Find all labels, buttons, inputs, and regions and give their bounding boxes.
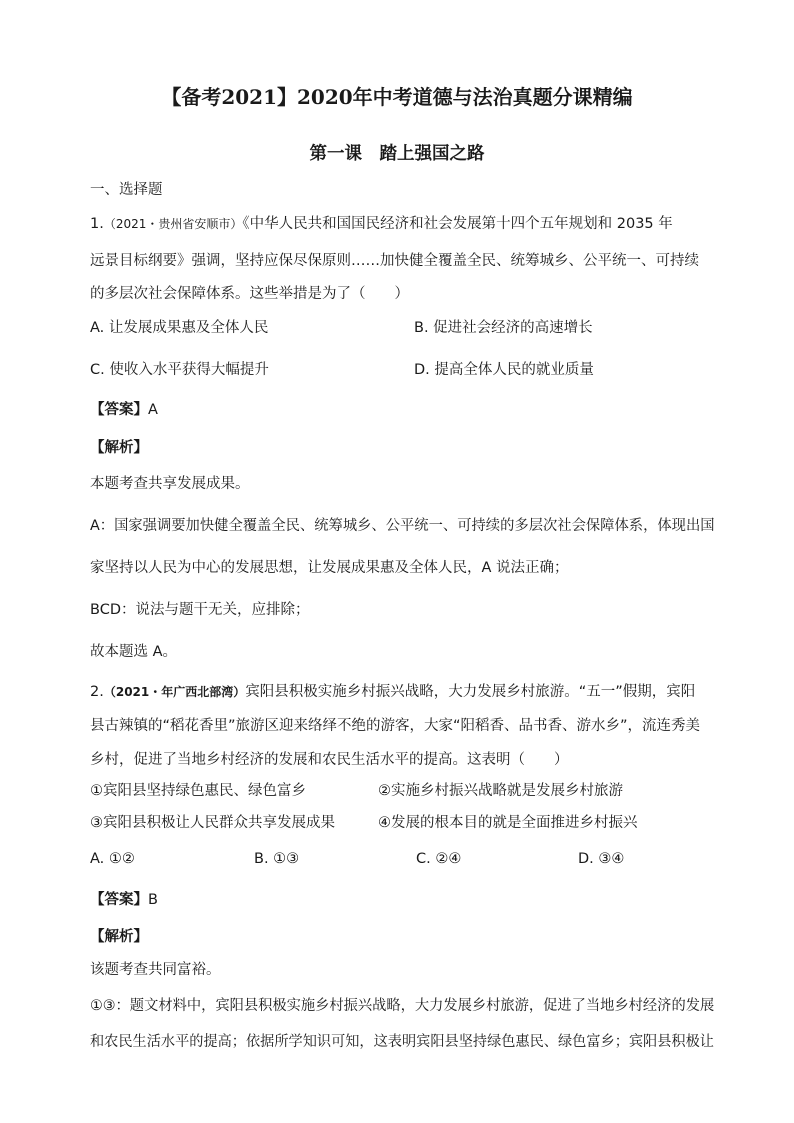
question-source: （2021・贵州省安顺市） <box>103 217 243 231</box>
analysis-line: 和农民生活水平的提高；依据所学知识可知，这表明宾阳县坚持绿色惠民、绿色富乡；宾阳县积极让 <box>90 1034 714 1050</box>
analysis-label: 【解析】 <box>90 929 148 945</box>
analysis-line: 家坚持以人民为中心的发展思想，让发展成果惠及全体人民，A 说法正确； <box>90 560 569 576</box>
analysis-line: ①③：题文材料中，宾阳县积极实施乡村振兴战略，大力发展乡村旅游，促进了当地乡村经济的发展 <box>90 998 715 1014</box>
question-stem: 宾阳县积极实施乡村振兴战略，大力发展乡村旅游。“五一”假期，宾阳 <box>245 684 696 700</box>
answer-row <box>90 890 158 910</box>
answer-label: 【答案】 <box>90 402 148 418</box>
question-2-line-2: 县古辣镇的“稻花香里”旅游区迎来络绎不绝的游客，大家“阳稻香、品书香、游水乡”，流连秀美 <box>90 718 701 734</box>
answer-value: B <box>148 892 158 908</box>
option-c: C. 使收入水平获得大幅提升 <box>90 362 269 378</box>
question-source: （2021・年广西北部湾） <box>103 685 246 699</box>
statement-1: ①宾阳县坚持绿色惠民、绿色富乡 <box>90 783 306 799</box>
option-d: D. 提高全体人民的就业质量 <box>414 362 594 378</box>
statement-2: ②实施乡村振兴战略就是发展乡村旅游 <box>378 783 623 799</box>
analysis-line: 该题考查共同富裕。 <box>90 962 221 978</box>
analysis-label: 【解析】 <box>90 440 148 456</box>
question-number: 1. <box>90 216 104 232</box>
answer-row <box>90 400 158 420</box>
analysis-line: 故本题选 A。 <box>90 644 178 660</box>
analysis-line: 本题考查共享发展成果。 <box>90 476 250 492</box>
lesson-title: 第一课 踏上强国之路 <box>309 144 485 164</box>
option-d: D. ③④ <box>578 851 625 867</box>
option-a: A. 让发展成果惠及全体人民 <box>90 320 269 336</box>
answer-label: 【答案】 <box>90 892 148 908</box>
option-b: B. 促进社会经济的高速增长 <box>414 320 593 336</box>
question-1-line-3: 的多层次社会保障体系。这些举措是为了（ ） <box>90 286 409 302</box>
option-c: C. ②④ <box>416 851 462 867</box>
question-2-line-3: 乡村，促进了当地乡村经济的发展和农民生活水平的提高。这表明（ ） <box>90 752 569 768</box>
statement-4: ④发展的根本目的就是全面推进乡村振兴 <box>378 815 638 831</box>
option-a: A. ①② <box>90 851 135 867</box>
question-number: 2. <box>90 684 104 700</box>
analysis-line: A：国家强调要加快健全覆盖全民、统筹城乡、公平统一、可持续的多层次社会保障体系，体现出国 <box>90 518 715 534</box>
option-b: B. ①③ <box>254 851 300 867</box>
question-1-line-1 <box>90 214 673 234</box>
question-stem: 《中华人民共和国国民经济和社会发展第十四个五年规划和 2035 年 <box>242 216 673 232</box>
question-2-line-1 <box>90 682 695 702</box>
question-1-line-2: 远景目标纲要》强调，坚持应保尽保原则……加快健全覆盖全民、统筹城乡、公平统一、可持续 <box>90 253 699 269</box>
statement-3: ③宾阳县积极让人民群众共享发展成果 <box>90 815 335 831</box>
section-heading: 一、选择题 <box>90 182 163 198</box>
answer-value: A <box>148 402 158 418</box>
analysis-line: BCD：说法与题干无关，应排除； <box>90 602 310 618</box>
document-title: 【备考2021】2020年中考道德与法治真题分课精编 <box>161 85 633 109</box>
